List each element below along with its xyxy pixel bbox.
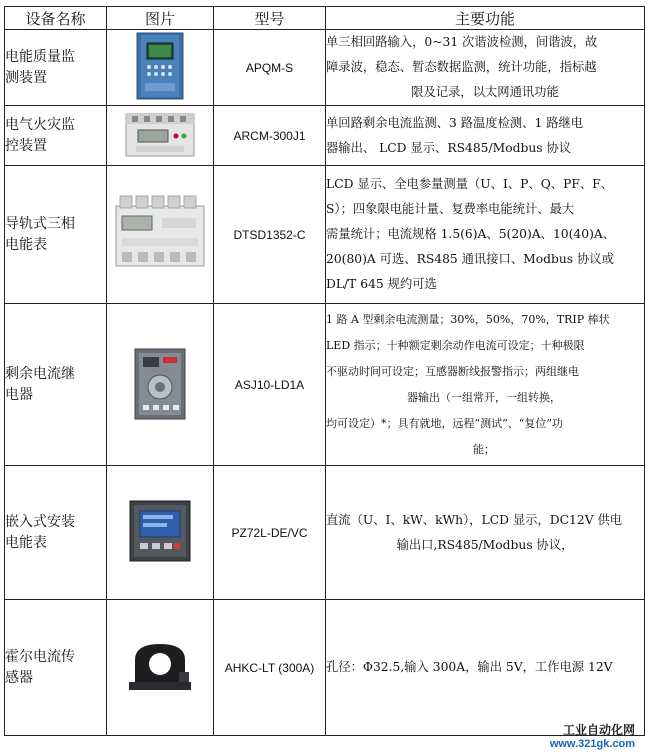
device-function: LCD 显示、全电参量测量（U、I、P、Q、PF、F、 S）；四象限电能计量、复费率电能统计、最大 需量统计；电流规格 1.5(6)A、5(20)A、10(40)A、 20(80)A 可选、RS485 通讯接口、Modbus 协议或 DL/T 645 规约可选 [326, 166, 645, 304]
site-watermark [550, 721, 635, 750]
power-quality-monitor-image [129, 31, 191, 101]
device-image-cell [107, 30, 214, 106]
table-row [5, 466, 645, 600]
device-function: 单三相回路输入，0~31 次谐波检测，间谐波，故 障录波，稳态、暂态数据监测，统计功能，指标越 限及记录，以太网通讯功能 [326, 30, 645, 106]
device-name: 嵌入式安装 电能表 [5, 466, 107, 600]
table-row [5, 304, 645, 466]
device-name: 导轨式三相 电能表 [5, 166, 107, 304]
device-model: APQM-S [214, 30, 326, 106]
device-model: AHKC-LT (300A) [214, 600, 326, 736]
residual-current-relay-image [129, 343, 191, 423]
device-model: DTSD1352-C [214, 166, 326, 304]
table-row [5, 166, 645, 304]
device-model: ARCM-300J1 [214, 106, 326, 166]
table-row [5, 106, 645, 166]
device-image-cell [107, 106, 214, 166]
device-function: 孔径：Φ32.5,输入 300A，输出 5V，工作电源 12V [326, 600, 645, 736]
device-name: 霍尔电流传 感器 [5, 600, 107, 736]
din-rail-energy-meter-image [112, 192, 208, 274]
header-model: 型号 [214, 7, 326, 30]
watermark-url: www.321gk.com [549, 738, 635, 750]
panel-meter-image [126, 497, 194, 565]
device-function: 1 路 A 型剩余电流测量；30%，50%，70%，TRIP 棒状 LED 指示；十种额定剩余动作电流可设定；十种极限 不驱动时间可设定；互感器断线报警指示；两组继电 器输出（一组常开，一组转换， 均可设定）*；具有就地，远程“测试”、“复位”功 能； [326, 304, 645, 466]
device-function: 直流（U、I、kW、kWh），LCD 显示，DC12V 供电 输出口,RS485/Modbus 协议， [326, 466, 645, 600]
watermark-site-name: 工业自动化网 [562, 723, 635, 737]
header-picture: 图片 [107, 7, 214, 30]
header-device-name: 设备名称 [5, 7, 107, 30]
table-row [5, 30, 645, 106]
din-rail-monitor-image [122, 108, 198, 160]
device-function: 单回路剩余电流监测、3 路温度检测、1 路继电 器输出、 LCD 显示、RS485/Modbus 协议 [326, 106, 645, 166]
hall-current-sensor-image [125, 638, 195, 694]
device-image-cell [107, 466, 214, 600]
device-model: ASJ10-LD1A [214, 304, 326, 466]
table-row [5, 600, 645, 736]
device-name: 电能质量监 测装置 [5, 30, 107, 106]
device-name: 电气火灾监 控装置 [5, 106, 107, 166]
product-spec-table [4, 6, 645, 736]
device-model: PZ72L-DE/VC [214, 466, 326, 600]
device-image-cell [107, 600, 214, 736]
device-image-cell [107, 304, 214, 466]
header-main-function: 主要功能 [326, 7, 645, 30]
device-name: 剩余电流继 电器 [5, 304, 107, 466]
device-image-cell [107, 166, 214, 304]
table-header-row [5, 7, 645, 30]
